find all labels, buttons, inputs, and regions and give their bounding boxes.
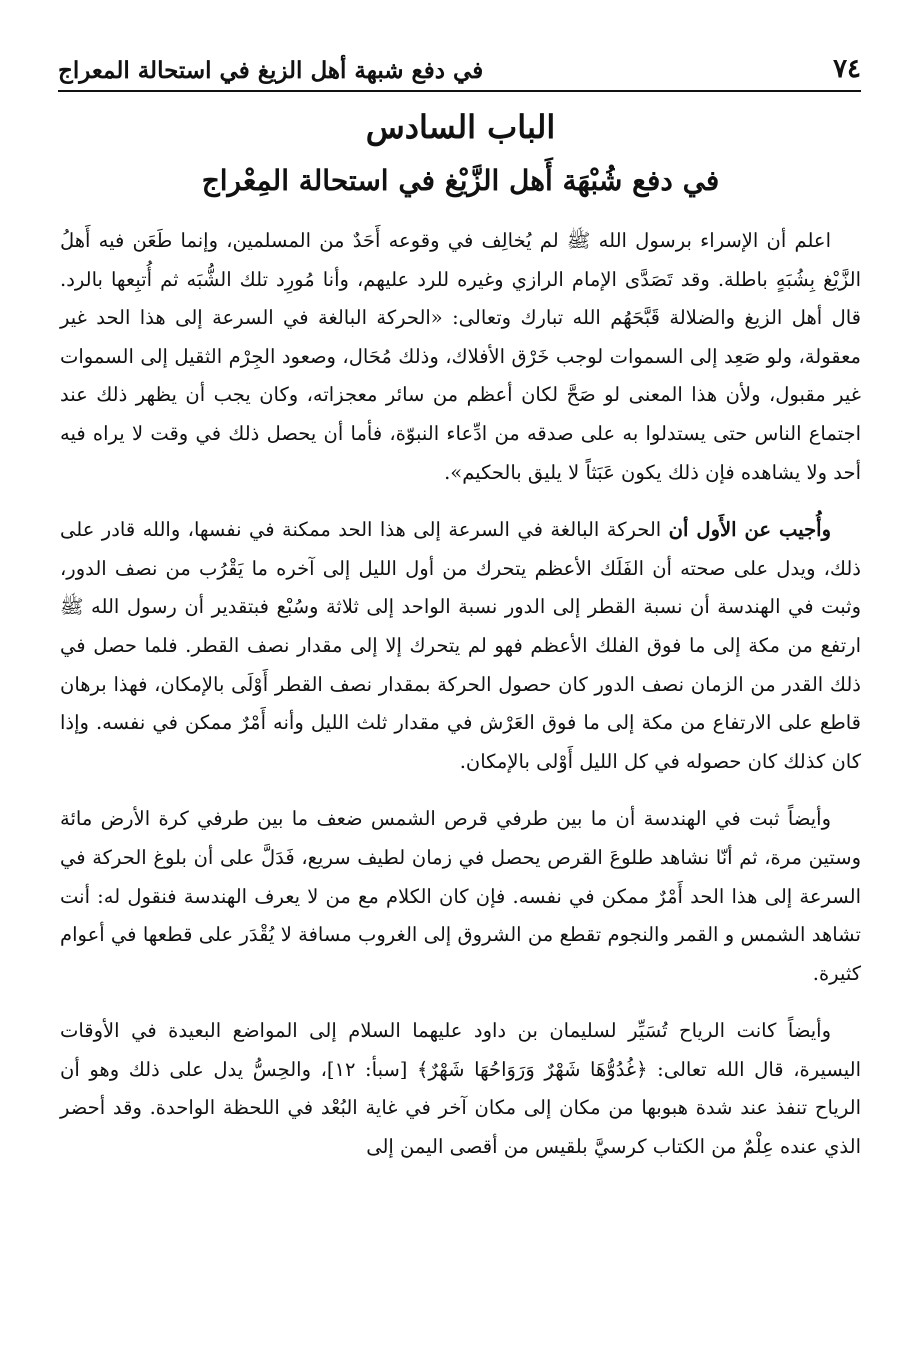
paragraph-1 <box>60 222 861 492</box>
body-text <box>60 222 861 1167</box>
page-number: ٧٤ <box>833 54 861 84</box>
paragraph-4 <box>60 1012 861 1166</box>
paragraph-2-lead: وأُجيب عن الأَول أن <box>668 518 831 542</box>
paragraph-4-text: وأيضاً كانت الرياح تُسَيِّر لسليمان بن داود عليهما السلام إلى المواضع البعيدة في الأوقات اليسيرة، قال الله تعالى: ﴿غُدُوُّهَا شَهْرٌ وَرَوَاحُهَا شَهْرٌ﴾ [سبأ: ١٢]، والحِسُّ يدل على ذلك وهو أن الرياح تنفذ عند شدة هبوبها من مكان إلى مكان آخر في غاية البُعْد في اللحظة الواحدة. وقد أحضر الذي عنده عِلْمٌ من الكتاب كرسيَّ بلقيس من أقصى اليمن إلى <box>60 1019 862 1159</box>
running-header <box>58 52 861 92</box>
paragraph-2 <box>60 511 861 781</box>
paragraph-2-text: الحركة البالغة في السرعة إلى هذا الحد ممكنة في نفسها، والله قادر على ذلك، ويدل على صحته أن الفَلَك الأعظم يتحرك من أول الليل إلى آخره ما يَقْرُب من نصف الدور، وثبت في الهندسة أن نسبة القطر إلى الدور نسبة الواحد إلى ثلاثة وسُبْع فبتقدير أن رسول الله ﷺ ارتفع من مكة إلى ما فوق الفلك الأعظم فهو لم يتحرك إلا إلى مقدار نصف القطر. فلما حصل في ذلك القدر من الزمان نصف الدور كان حصول الحركة بمقدار نصف القطر أَوْلَى بالإمكان، فهذا برهان قاطع على الارتفاع من مكة إلى ما فوق العَرْش في مقدار ثلث الليل وأنه أَمْرٌ ممكن في نفسه. وإذا كان كذلك كان حصوله في كل الليل أَوْلى بالإمكان. <box>60 518 861 773</box>
chapter-subtitle: في دفع شُبْهَة أَهل الزَّيْغ في استحالة المِعْراج <box>201 164 720 197</box>
paragraph-3-text: وأيضاً ثبت في الهندسة أن ما بين طرفي قرص الشمس ضعف ما بين طرفي كرة الأرض مائة وستين مرة، ثم أنّا نشاهد طلوعَ القرص يحصل في زمان لطيف سريع، فَدَلَّ على أن بلوغ الحركة في السرعة إلى هذا الحد أَمْرٌ ممكن في نفسه. فإن كان الكلام مع من لا يعرف الهندسة فنقول له: أنت تشاهد الشمس و القمر والنجوم تقطع من الشروق إلى الغروب مسافة لا يُقْدَر على قطعها في أعوام كثيرة. <box>60 807 861 985</box>
paragraph-1-text: اعلم أن الإسراء برسول الله ﷺ لم يُخالِف في وقوعه أَحَدٌ من المسلمين، وإنما طَعَن فيه أَهلُ الزَّيْغ بِشُبَهٍ باطلة. وقد تَصَدَّى الإمام الرازي وغيره للرد عليهم، وأنا مُورِد تلك الشُّبَه ثم أُتبِعها بالرد. قال أهل الزيغ والضلالة قَبَّحَهُم الله تبارك وتعالى: «الحركة البالغة في السرعة إلى هذا الحد غير معقولة، ولو صَعِد إلى السموات لوجب خَرْق الأفلاك، وذلك مُحَال، وصعود الجِرْم الثقيل إلى السموات غير مقبول، ولأن هذا المعنى لو صَحَّ لكان أعظم من سائر معجزاته، وكان يجب أن يظهر ذلك عند اجتماع الناس حتى يستدلوا به على صدقه من ادِّعاء النبوّة، فأما أن يحصل ذلك في وقت لا يراه فيه أحد ولا يشاهده فإن ذلك يكون عَبَثاً لا يليق بالحكيم». <box>60 229 861 484</box>
running-title: في دفع شبهة أهل الزيغ في استحالة المعراج <box>58 57 484 84</box>
chapter-title: الباب السادس <box>365 108 556 146</box>
paragraph-3 <box>60 800 861 993</box>
